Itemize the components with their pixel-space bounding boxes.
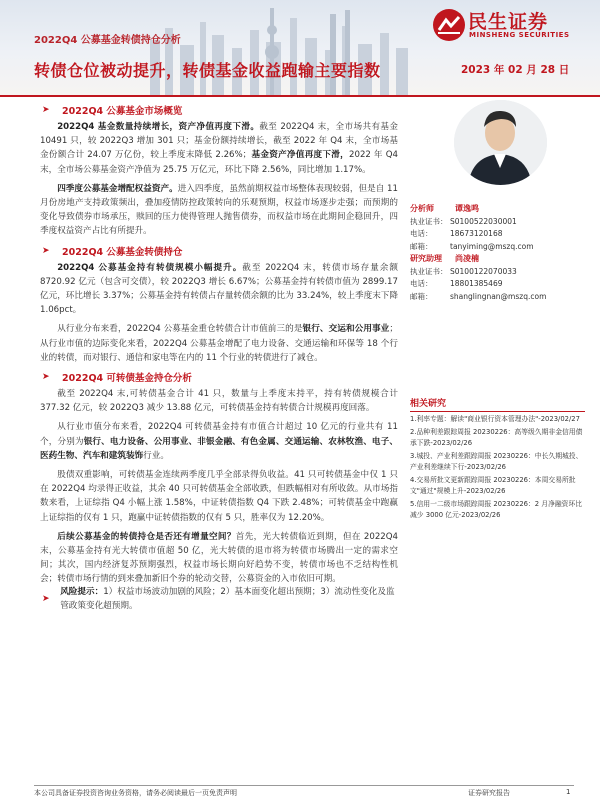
analyst-detail-row [410, 241, 585, 254]
body-paragraph [40, 182, 398, 239]
risk-text: 1）权益市场波动加剧的风险；2）基本面变化超出预期；3）流动性变化及监管政策变化超预期。 [60, 586, 395, 611]
analyst-detail-row [410, 291, 585, 304]
text-run: 行业。 [143, 450, 169, 461]
page-title: 转债仓位被动提升，转债基金收益跑输主要指数 [34, 61, 381, 80]
analyst-photo [454, 100, 547, 185]
text-run: 从行业分布来看，2022Q4 公募基金重仓转债合计市值前三的是 [57, 324, 303, 335]
related-research-item[interactable]: 3.城投、产业利差跟踪周报 20230226：中长久期城投、产业利差继续下行-2023/02/26 [410, 451, 583, 471]
footer-doc-type: 证券研究报告 [468, 789, 510, 797]
body-paragraph [40, 387, 398, 415]
detail-value: S0100122070033 [450, 266, 517, 276]
text-run: 2022 年 Q4 末，全市场公募基金资产净值为 25.75 万亿元，环比下降 2.56%，同比增加 1.17%。 [40, 150, 398, 175]
analyst-detail-row [410, 216, 585, 229]
related-research-item[interactable]: 2.品种利差跟踪周报 20230226：高等级久期非金信用债承下跌-2023/02/26 [410, 427, 583, 447]
bold-text: 2022Q4 公募基金持有转债规模小幅提升。 [57, 262, 243, 273]
related-research-title: 相关研究 [410, 396, 585, 412]
analyst-role: 研究助理 [410, 254, 442, 263]
text-run: 股债双重影响，可转债基金连续两季度几乎全部录得负收益。41 只可转债基金中仅 1 只在 2022Q4 均录得正收益，其余 40 只可转债基金全部收跌，但跌幅相对有所收敛。从市场指数来看，上证综指 Q4 小幅上涨 1.58%，中证转债指数 Q4 下跌 2.48%；可转债基金中跑赢上证综指的仅有 1 只，跑赢中证转债指数的仅有 5 只，胜率仅为 12.20%。 [40, 470, 398, 523]
analyst-detail-row [410, 228, 585, 241]
body-paragraph [40, 468, 398, 525]
arrow-icon: ➤ [42, 245, 50, 256]
analyst-name-row [410, 253, 585, 266]
analyst-detail-row [410, 266, 585, 279]
detail-value: 18801385469 [450, 279, 503, 288]
related-research-item[interactable]: 1.利率专题：解读"商业银行资本管理办法"-2023/02/27 [410, 415, 580, 423]
body-paragraph [40, 120, 398, 177]
title-divider [0, 95, 600, 97]
company-logo [432, 6, 582, 46]
detail-key: 执业证书： [410, 216, 448, 226]
logo-text-en: MINSHENG SECURITIES [469, 31, 570, 39]
text-run: 从行业市值分布来看，2022Q4 可转债基金持有市值合计超过 10 亿元的行业共有 11 个，分别为 [40, 422, 398, 447]
section-heading [40, 241, 398, 261]
arrow-icon: ➤ [42, 593, 50, 604]
body-paragraph [40, 261, 398, 318]
analyst-portrait-image [454, 100, 547, 185]
text-run: 截至 2022Q4 末，转债市场存量余额 8720.92 亿元（包含可交债），较 2022Q3 增长 6.67%；公募基金持有转债市值为 2899.17 亿元，环比增长 3.37%；公募基金持有转债占存量转债余额的比为 33.24%，较上季度末下降 1.06pct。 [40, 262, 398, 316]
risk-warning [40, 586, 398, 611]
body-paragraph [40, 322, 398, 365]
minsheng-logo-icon [432, 8, 466, 42]
bold-text: 银行、电力设备、公用事业、非银金融、有色金属、交通运输、农林牧渔、电子、医药生物、汽车和建筑装饰 [40, 436, 398, 461]
section-heading [40, 367, 398, 387]
risk-label: 风险提示： [60, 586, 104, 597]
bold-text: 四季度公募基金增配权益资产。 [57, 183, 178, 194]
section-heading [40, 100, 398, 120]
main-content [40, 100, 398, 609]
detail-key: 邮箱： [410, 291, 433, 301]
section-heading-text: 2022Q4 公募基金市场概览 [62, 106, 183, 117]
bold-text: 银行、交运和公用事业 [302, 324, 390, 335]
section-heading-text: 2022Q4 公募基金转债持仓 [62, 246, 183, 258]
analyst-name: 尚凌楠 [455, 254, 479, 263]
summary-sections [40, 100, 398, 587]
detail-value: shanglingnan@mszq.com [450, 291, 547, 301]
body-paragraph [40, 420, 398, 463]
text-run: ；从行业市值的边际变化来看，2022Q4 公募基金增配了电力设备、交通运输和环保等 18 个行业的转债，而对银行、通信和家电等在内的 11 个行业的转债进行了减仓。 [40, 324, 398, 363]
detail-value: tanyiming@mszq.com [450, 241, 534, 251]
detail-key: 执业证书： [410, 266, 448, 276]
related-research-item[interactable]: 4.交易所批文更新跟踪周报 20230226：本周交易所批文"通过"规模上升-2023/02/26 [410, 475, 576, 495]
logo-text-cn: 民生证券 [468, 11, 549, 33]
bold-text: 后续公募基金的转债持仓是否还有增量空间？ [57, 531, 236, 542]
arrow-icon: ➤ [42, 105, 50, 115]
detail-value: 18673120168 [450, 229, 503, 238]
arrow-icon: ➤ [42, 372, 50, 383]
analyst-name: 谭逸鸣 [455, 204, 479, 213]
related-research-item[interactable]: 5.信用一二级市场跟踪周报 20230226：2 月净融资环比减少 3000 亿元-2023/02/26 [410, 499, 583, 519]
text-run: 截至 2022Q4 末,可转债基金合计 41 只，数量与上季度末持平，持有转债规模合计 377.32 亿元，较 2022Q3 减少 13.88 亿元，可转债基金持有转债合计规模再度回落。 [40, 389, 398, 414]
report-series-label: 2022Q4 公募基金转债持仓分析 [34, 35, 181, 46]
detail-value: S0100522030001 [450, 216, 517, 226]
analyst-name-row [410, 203, 585, 216]
page-number: 1 [566, 788, 571, 796]
related-research-list [410, 414, 585, 523]
footer-divider [34, 785, 574, 786]
detail-key: 电话： [410, 279, 433, 288]
bold-text: 2022Q4 基金数量持续增长，资产净值再度下滑。 [57, 122, 260, 132]
header-banner [0, 0, 600, 95]
text-run: 首先，光大转债临近到期，但在 2022Q4 末，公募基金持有光大转债市值超 50 亿，光大转债的退市将为转债市场腾出一定的需求空间；其次，国内经济复苏预期强烈，权益市场长期向好趋势不变，转债市场也不乏结构性机会；转债市场行情的到来叠加新旧个券的轮动交替，公募资金的入市依旧可期。 [40, 531, 398, 585]
text-run: 进入四季度，虽然前期权益市场整体表现较弱，但是自 11 月份房地产支持政策频出，叠加疫情防控政策转向的乐观预期，权益市场逐步走强；而预期的变化导致债券市场承压，赎回的压力使得管理人抛售债券，而权益市场在此期间企稳回升，四季度权益资产占比有所提升。 [40, 183, 398, 237]
analyst-info [410, 203, 585, 303]
bold-text: 基金资产净值再度下滑， [251, 150, 350, 161]
analyst-detail-row [410, 278, 585, 291]
body-paragraph [40, 530, 398, 587]
text-run: 截至 2022Q4 末，全市场共有基金 10491 只，较 2022Q3 增加 301 只；基金份额持续增长，截至 2022 年 Q4 末，全市场基金份额合计 24.07 万亿份，较上季度末降低 2.26%； [40, 122, 398, 161]
analyst-role: 分析师 [410, 204, 434, 213]
detail-key: 邮箱： [410, 241, 433, 251]
detail-key: 电话： [410, 229, 433, 238]
footer-disclaimer: 本公司具备证券投资咨询业务资格，请务必阅读最后一页免责声明 [34, 789, 237, 797]
section-heading-text: 2022Q4 可转债基金持仓分析 [62, 373, 192, 385]
report-date: 2023 年 02 月 28 日 [461, 64, 570, 76]
